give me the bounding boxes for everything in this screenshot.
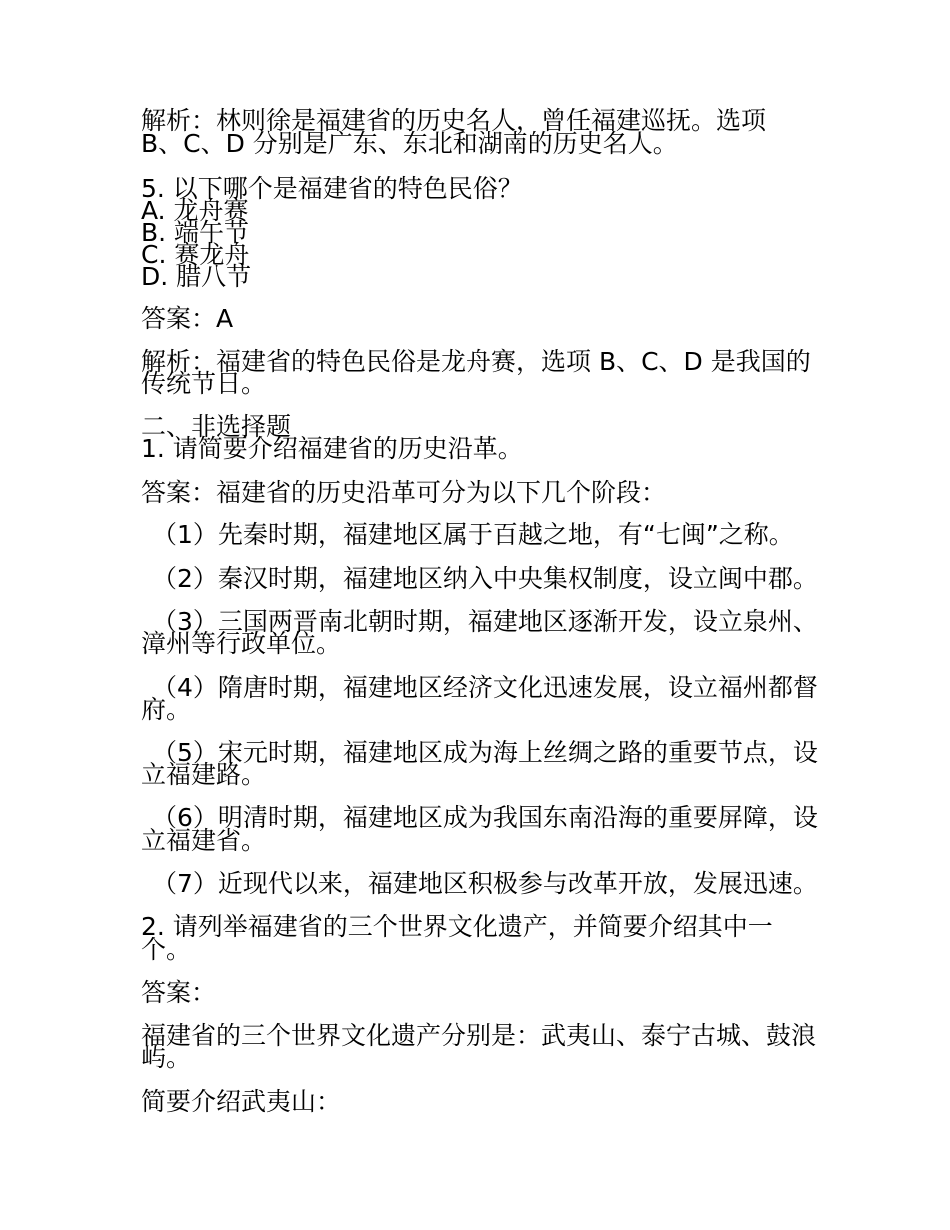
history-item-5-line-2: 立福建路。 xyxy=(141,760,267,789)
analysis-5-line-2: 传统节日。 xyxy=(141,369,267,398)
heritage-line-2: 屿。 xyxy=(141,1043,192,1072)
analysis-line-1: 解析：林则徐是福建省的历史名人，曾任福建巡抚。选项 xyxy=(141,106,767,135)
question-1: 1. 请简要介绍福建省的历史沿革。 xyxy=(141,434,523,463)
history-item-6-line-2: 立福建省。 xyxy=(141,826,267,855)
section-heading: 二、非选择题 xyxy=(141,412,292,441)
answer-2-label: 答案： xyxy=(141,978,217,1007)
history-item-3-line-2: 漳州等行政单位。 xyxy=(141,629,342,658)
answer-1-intro: 答案：福建省的历史沿革可分为以下几个阶段： xyxy=(141,478,667,507)
question-2-line-2: 个。 xyxy=(141,935,192,964)
history-item-4-line-1: （4）隋唐时期，福建地区经济文化迅速发展，设立福州都督 xyxy=(152,673,818,702)
analysis-line-2: B、C、D 分别是广东、东北和湖南的历史名人。 xyxy=(141,129,678,158)
history-item-1: （1）先秦时期，福建地区属于百越之地，有“七闽”之称。 xyxy=(152,520,794,549)
option-a: A. 龙舟赛 xyxy=(141,196,249,225)
history-item-3-line-1: （3）三国两晋南北朝时期，福建地区逐渐开发，设立泉州、 xyxy=(152,607,818,636)
question-2-line-1: 2. 请列举福建省的三个世界文化遗产，并简要介绍其中一 xyxy=(141,912,773,941)
option-b: B. 端午节 xyxy=(141,218,250,247)
history-item-4-line-2: 府。 xyxy=(141,695,192,724)
option-d: D. 腊八节 xyxy=(141,262,252,291)
analysis-5-line-1: 解析：福建省的特色民俗是龙舟赛，选项 B、C、D 是我国的 xyxy=(141,347,811,376)
answer-5: 答案：A xyxy=(141,304,234,333)
history-item-2: （2）秦汉时期，福建地区纳入中央集权制度，设立闽中郡。 xyxy=(152,564,818,593)
history-item-5-line-1: （5）宋元时期，福建地区成为海上丝绸之路的重要节点，设 xyxy=(152,738,818,767)
question-5: 5. 以下哪个是福建省的特色民俗？ xyxy=(141,174,523,203)
option-c: C. 赛龙舟 xyxy=(141,240,250,269)
heritage-line-1: 福建省的三个世界文化遗产分别是：武夷山、泰宁古城、鼓浪 xyxy=(141,1021,817,1050)
history-item-6-line-1: （6）明清时期，福建地区成为我国东南沿海的重要屏障，设 xyxy=(152,803,818,832)
history-item-7: （7）近现代以来，福建地区积极参与改革开放，发展迅速。 xyxy=(152,869,818,898)
wuyi-intro: 简要介绍武夷山： xyxy=(141,1087,342,1116)
